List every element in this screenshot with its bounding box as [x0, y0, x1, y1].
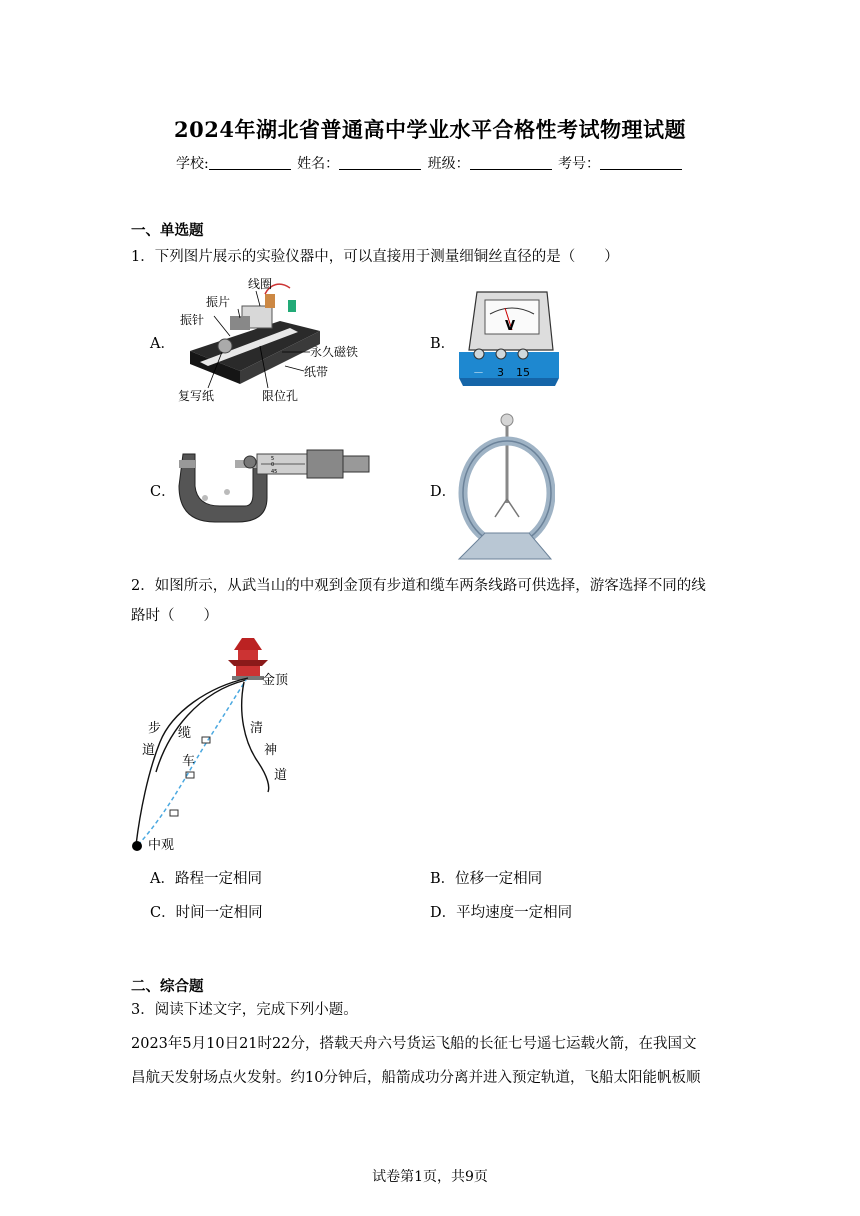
label-hole: 限位孔 [262, 389, 299, 403]
carbon-disc [218, 339, 232, 353]
question-3-paragraph-line2: 昌航天发射场点火发射。约10分钟后，船箭成功分离并进入预定轨道，飞船太阳能帆板顺 [131, 1070, 701, 1086]
page-footer: 试卷第1页，共9页 [372, 1169, 488, 1185]
label-qingshen-3: 道 [274, 768, 288, 783]
label-magnet: 永久磁铁 [310, 345, 359, 359]
zhongguan-dot [132, 841, 142, 851]
q2-option-b: B．位移一定相同 [430, 871, 543, 887]
label-tape: 纸带 [304, 365, 329, 379]
q1-option-c-label: C． [150, 484, 176, 500]
terminal-3 [496, 349, 506, 359]
q1-option-b-label: B． [430, 336, 456, 352]
ratchet [343, 456, 369, 472]
number-blank[interactable] [600, 155, 682, 170]
section-heading-single-choice: 一、单选题 [131, 222, 204, 239]
svg-text:45: 45 [271, 469, 278, 475]
q1-option-a-label: A． [150, 336, 175, 352]
student-info-line [0, 153, 860, 173]
label-cable-2: 车 [182, 754, 196, 769]
q1-figure-b-voltmeter [455, 286, 565, 391]
terminal-minus [474, 349, 484, 359]
q2-option-d: D．平均速度一定相同 [430, 905, 573, 921]
q2-option-a: A．路程一定相同 [150, 871, 262, 887]
name-blank[interactable] [339, 155, 421, 170]
top-ball [501, 414, 513, 426]
label-path-2: 道 [142, 743, 156, 758]
anvil [179, 460, 195, 468]
q2-option-c: C．时间一定相同 [150, 905, 263, 921]
school-label: 学校: [175, 156, 209, 172]
question-3-paragraph-line1: 2023年5月10日21时22分，搭载天舟六号货运飞船的长征七号遥七运载火箭，在我国文 [131, 1036, 697, 1052]
question-1-stem: 1．下列图片展示的实验仪器中，可以直接用于测量细铜丝直径的是（ ） [131, 249, 619, 265]
vibrator-plate [230, 316, 250, 330]
class-blank[interactable] [470, 155, 552, 170]
label-carbon: 复写纸 [178, 389, 215, 403]
question-3-stem: 3．阅读下述文字，完成下列小题。 [131, 1002, 358, 1018]
lock-nut [244, 456, 256, 468]
terminal-green [288, 300, 296, 312]
svg-text:0: 0 [271, 462, 275, 468]
number-label: 考号： [558, 156, 601, 172]
label-cable-1: 缆 [178, 726, 192, 741]
label-3: 3 [497, 366, 504, 379]
page-title: 2024年湖北省普通高中学业水平合格性考试物理试题 [174, 117, 686, 142]
label-needle: 振针 [180, 313, 205, 327]
terminal-15 [518, 349, 528, 359]
q1-figure-a-timer [170, 276, 360, 406]
label-minus: － [473, 366, 484, 379]
q1-figure-d-ring [455, 413, 555, 560]
label-jinding: 金顶 [262, 673, 289, 688]
label-coil: 线圈 [248, 277, 273, 291]
thimble [307, 450, 343, 478]
q2-map-figure [128, 632, 308, 857]
name-label: 姓名： [297, 156, 340, 172]
label-path-1: 步 [148, 721, 162, 736]
label-qingshen-1: 清 [250, 721, 264, 736]
label-15: 15 [516, 366, 530, 379]
cable-car-icons [170, 737, 210, 816]
label-vibrator: 振片 [206, 295, 231, 309]
label-qingshen-2: 神 [264, 743, 278, 758]
q1-option-d-label: D． [430, 484, 457, 500]
terminal-red [265, 294, 275, 308]
q1-figure-c-micrometer [175, 446, 375, 526]
label-zhongguan: 中观 [148, 838, 175, 853]
voltmeter-v: V [505, 319, 516, 334]
school-blank[interactable] [209, 155, 291, 170]
qingshen-path [242, 682, 269, 792]
class-label: 班级： [427, 156, 470, 172]
question-2-stem-line1: 2．如图所示，从武当山的中观到金顶有步道和缆车两条线路可供选择，游客选择不同的线 [131, 578, 706, 594]
svg-text:5: 5 [271, 456, 275, 462]
section-heading-comprehensive: 二、综合题 [131, 978, 204, 995]
question-2-stem-line2: 路时（ ） [131, 608, 218, 624]
